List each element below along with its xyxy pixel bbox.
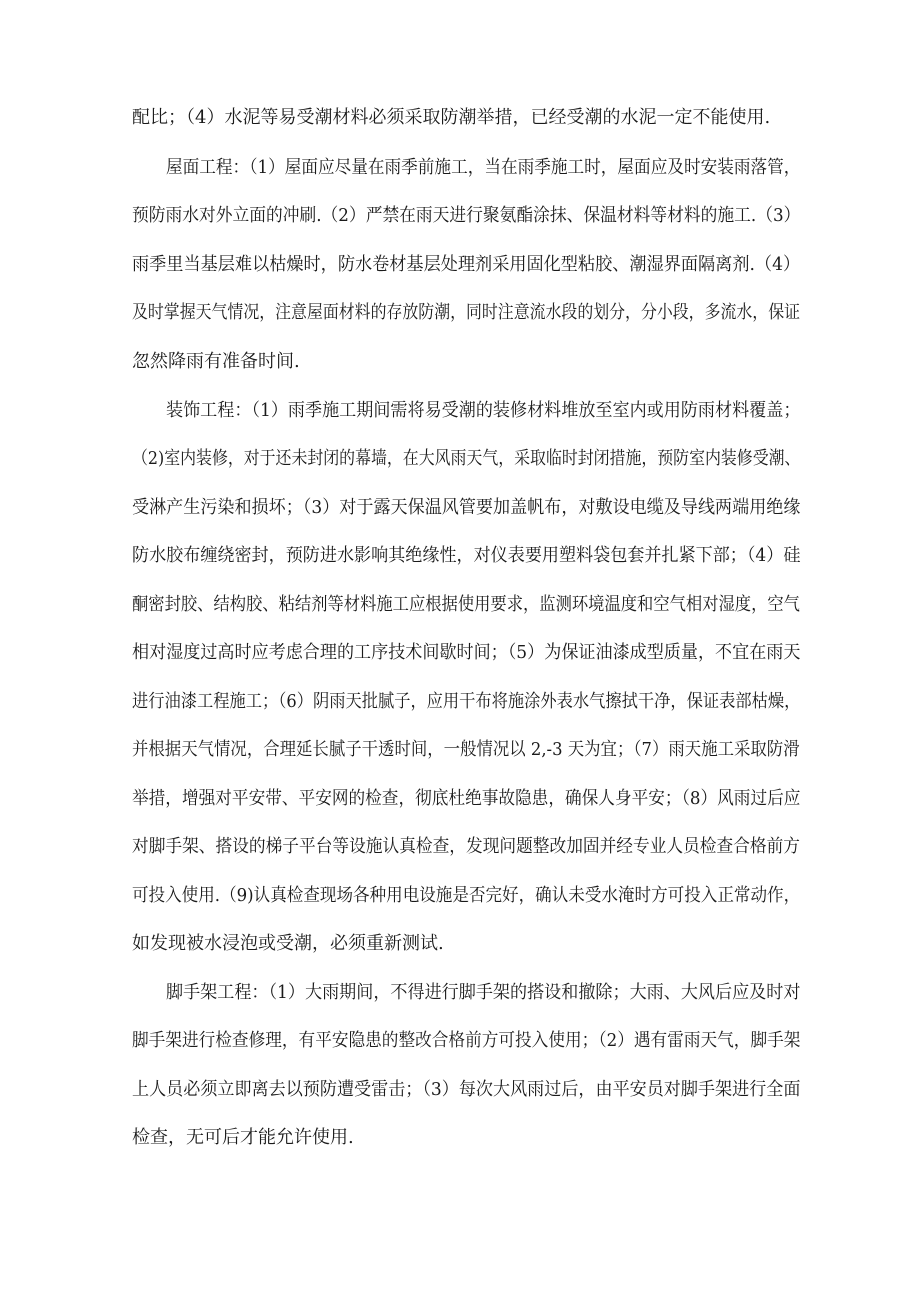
text-line: 预防雨水对外立面的冲刷.（2）严禁在雨天进行聚氨酯涂抹、保温材料等材料的施工.（3）: [132, 205, 801, 226]
text-line: 脚手架进行检查修理，有平安隐患的整改合格前方可投入使用；（2）遇有雷雨天气，脚手架: [132, 1030, 801, 1051]
text-line: 及时掌握天气情况，注意屋面材料的存放防潮，同时注意流水段的划分，分小段，多流水，保证: [132, 302, 801, 323]
text-line: 酮密封胶、结构胶、粘结剂等材料施工应根据使用要求，监测环境温度和空气相对湿度，空气: [132, 594, 800, 615]
text-line: 检查，无可后才能允许使用.: [132, 1127, 354, 1148]
text-line: 忽然降雨有准备时间.: [132, 351, 300, 372]
text-line: 配比；（4）水泥等易受潮材料必须采取防潮举措，已经受潮的水泥一定不能使用.: [132, 107, 771, 128]
text-line: 脚手架工程：（1）大雨期间，不得进行脚手架的搭设和撤除；大雨、大风后应及时对: [166, 982, 801, 1003]
text-line: 装饰工程：（1）雨季施工期间需将易受潮的装修材料堆放至室内或用防雨材料覆盖；: [166, 400, 801, 421]
text-line: 进行油漆工程施工；（6）阴雨天批腻子，应用干布将施涂外表水气擦拭干净，保证表部枯燥，: [132, 691, 801, 712]
text-line: 举措，增强对平安带、平安网的检查，彻底杜绝事故隐患，确保人身平安；（8）风雨过后应: [132, 788, 801, 809]
text-line: 并根据天气情况，合理延长腻子干透时间，一般情况以 2,-3 天为宜；（7）雨天施工采取防滑: [132, 739, 800, 760]
text-line: 上人员必须立即离去以预防遭受雷击；（3）每次大风雨过后，由平安员对脚手架进行全面: [132, 1079, 801, 1100]
text-line: 受淋产生污染和损坏；（3）对于露天保温风管要加盖帆布，对敷设电缆及导线两端用绝缘: [132, 497, 801, 518]
text-line: 防水胶布缠绕密封，预防进水影响其绝缘性，对仪表要用塑料袋包套并扎紧下部；（4）硅: [132, 545, 801, 566]
text-line: （2)室内装修，对于还未封闭的幕墙，在大风雨天气，采取临时封闭措施，预防室内装修受潮、: [132, 448, 801, 469]
text-line: 对脚手架、搭设的梯子平台等设施认真检查，发现问题整改加固并经专业人员检查合格前方: [132, 836, 801, 857]
text-line: 雨季里当基层难以枯燥时，防水卷材基层处理剂采用固化型粘胶、潮湿界面隔离剂.（4）: [132, 254, 801, 275]
text-line: 相对湿度过高时应考虑合理的工序技术间歇时间；（5）为保证油漆成型质量，不宜在雨天: [132, 642, 801, 663]
text-line: 屋面工程：（1）屋面应尽量在雨季前施工，当在雨季施工时，屋面应及时安装雨落管，: [166, 157, 801, 178]
text-line: 可投入使用.（9)认真检查现场各种用电设施是否完好，确认未受水淹时方可投入正常动作，: [132, 885, 801, 906]
text-line: 如发现被水浸泡或受潮，必须重新测试.: [132, 933, 444, 954]
